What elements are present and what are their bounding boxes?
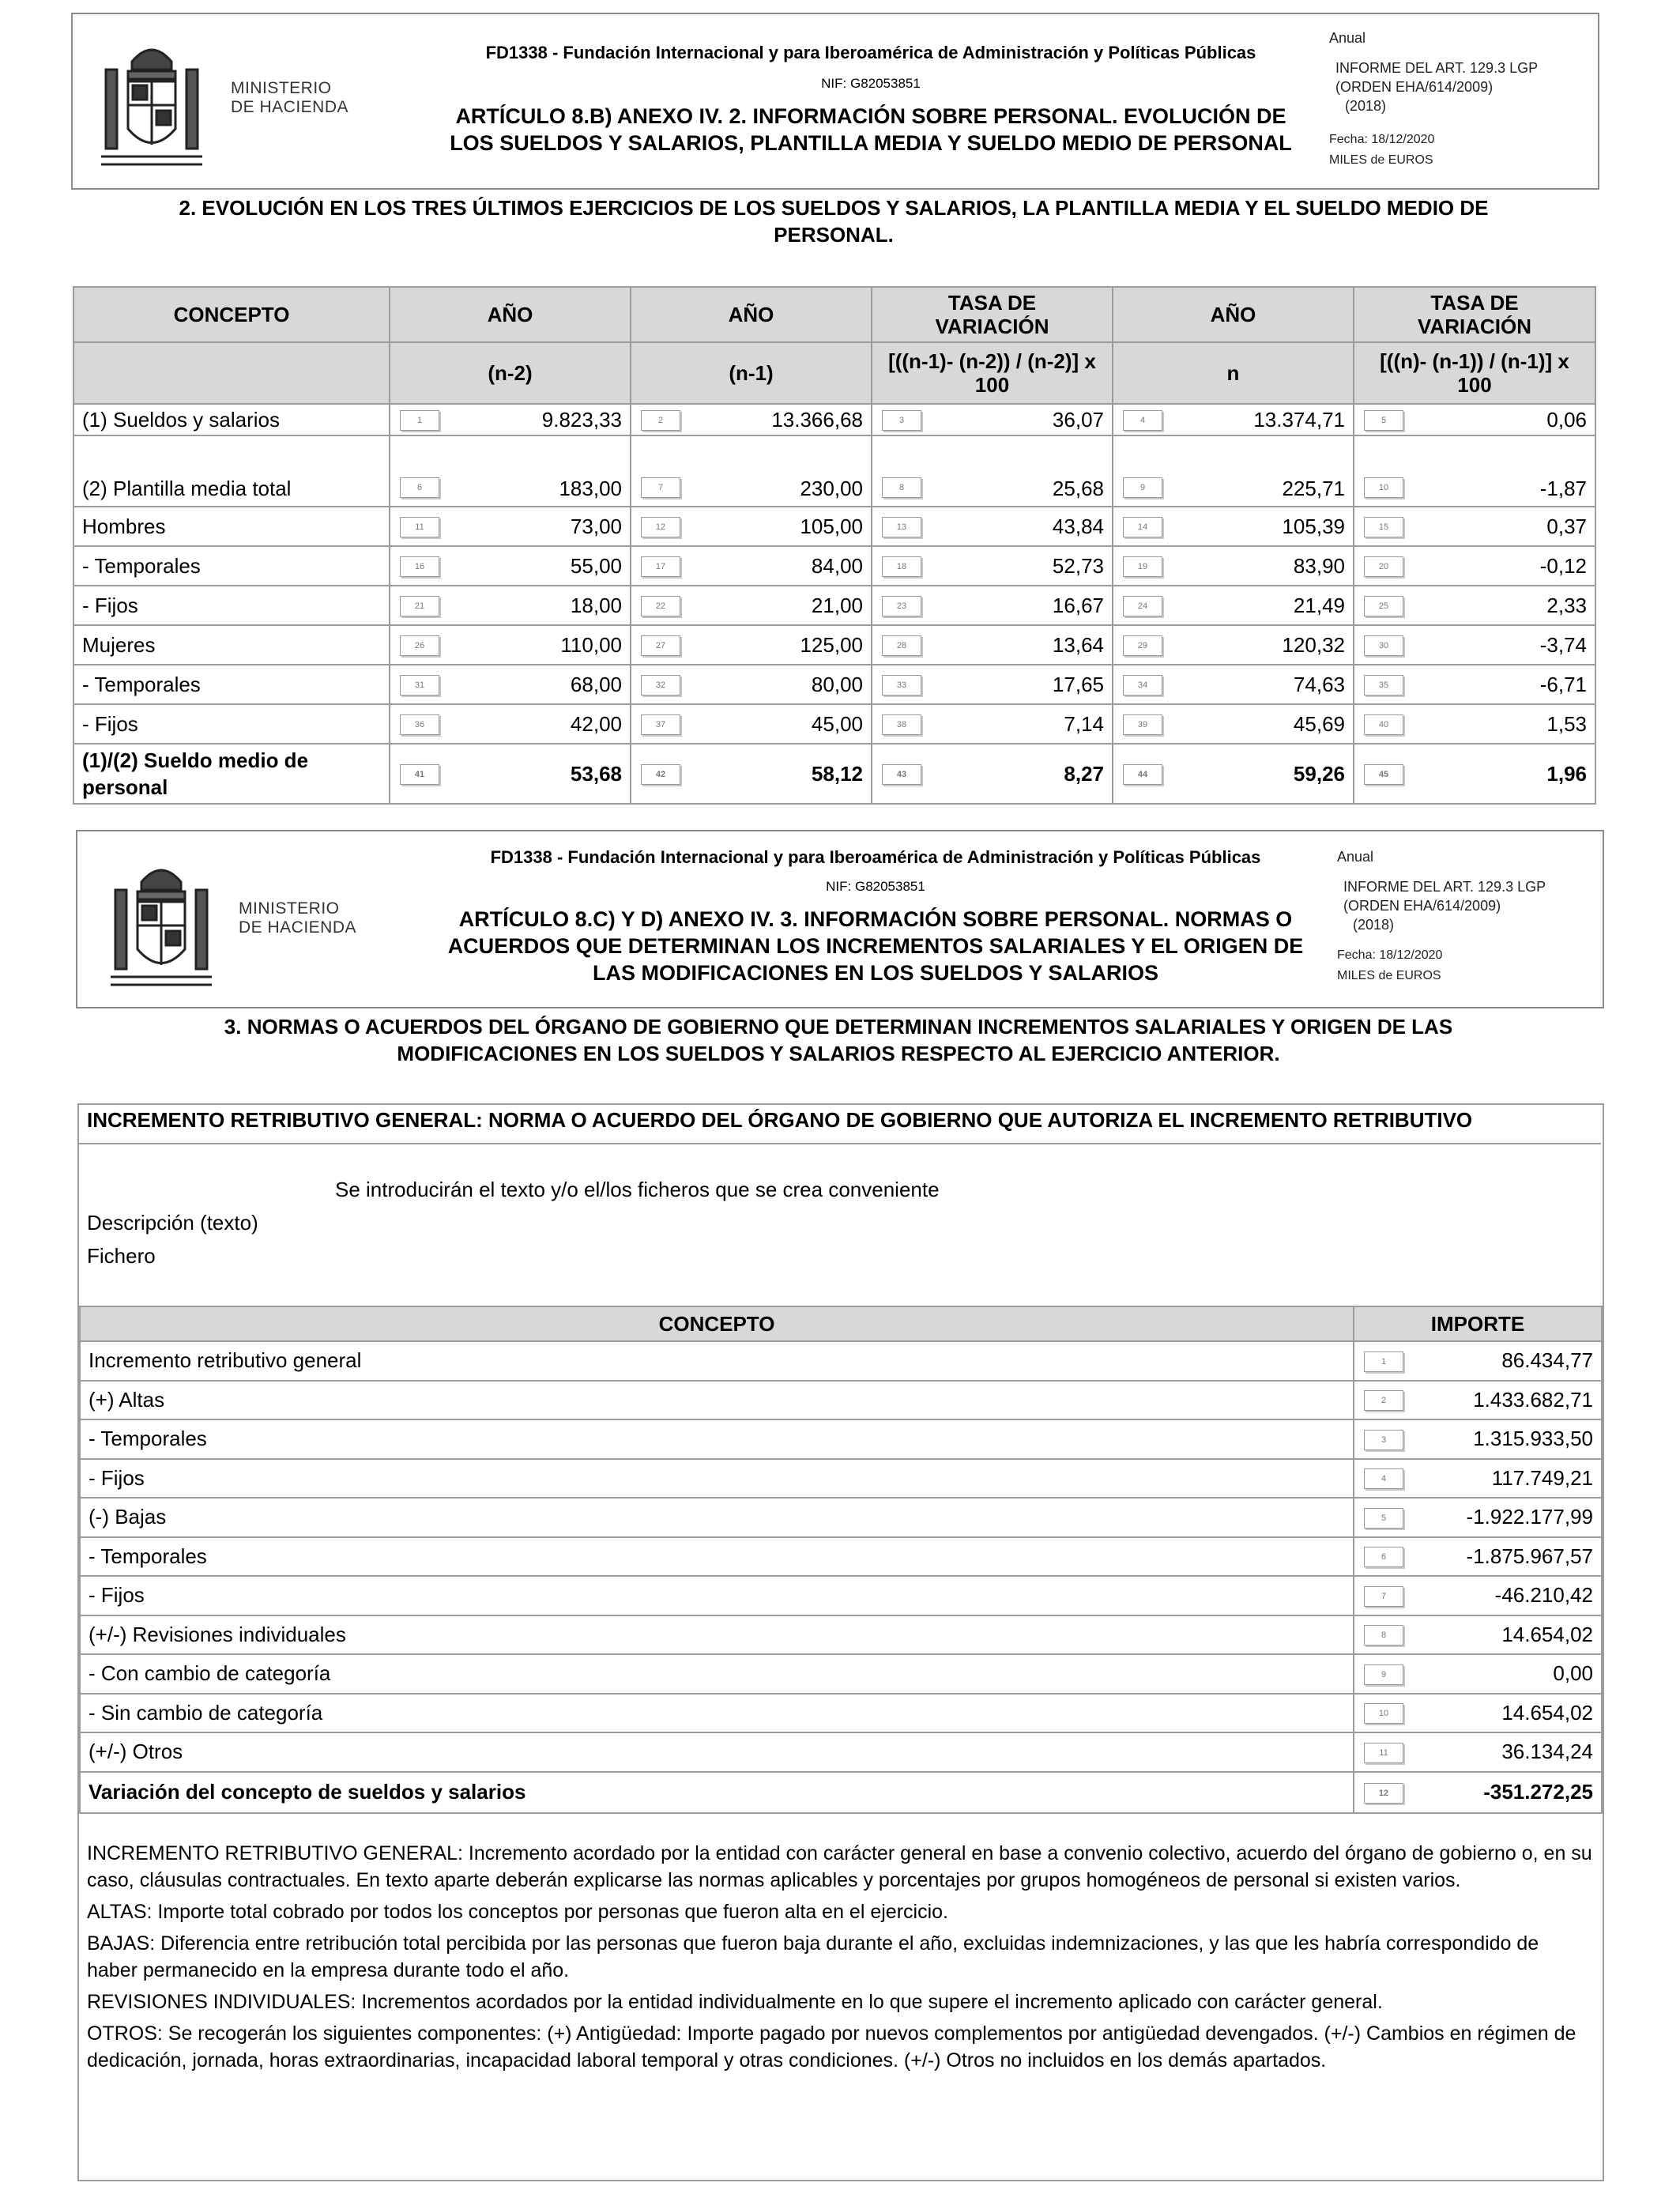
col-tasa1-formula: [((n-1)- (n-2)) / (n-2)] x 100	[872, 342, 1113, 404]
importe-cell[interactable]	[1354, 1498, 1602, 1537]
col-concepto: CONCEPTO	[73, 287, 390, 342]
report-line-1: INFORME DEL ART. 129.3 LGP	[1335, 60, 1539, 76]
importe-cell[interactable]	[1354, 1537, 1602, 1577]
note-paragraph: ALTAS: Importe total cobrado por todos los conceptos por personas que fueron alta en el ejercicio.	[87, 1901, 948, 1923]
row-label: (+) Altas	[80, 1381, 1354, 1420]
value-cell[interactable]	[872, 507, 1113, 546]
value-cell[interactable]	[631, 507, 872, 546]
value-cell[interactable]	[390, 404, 631, 435]
row-label: - Fijos	[73, 586, 390, 625]
table-row	[73, 404, 1595, 435]
cell-index-box: 8	[882, 477, 921, 498]
value-cell[interactable]	[1113, 404, 1354, 435]
cell-index-box: 19	[1123, 556, 1162, 577]
table-row	[80, 1537, 1602, 1577]
cell-index-box: 1	[1364, 1351, 1403, 1372]
cell-value: -3,74	[1539, 632, 1587, 657]
cell-value: 183,00	[559, 477, 622, 500]
cell-index-box: 32	[641, 675, 680, 696]
cell-value: 83,90	[1293, 553, 1345, 578]
cell-index-box: 3	[882, 410, 921, 431]
cell-index-box: 5	[1364, 1508, 1403, 1529]
cell-index-box: 31	[400, 675, 439, 696]
org-name: FD1338 - Fundación Internacional y para Iberoamérica de Administración y Políticas Públicas	[490, 847, 1261, 867]
col-n2: (n-2)	[390, 342, 631, 404]
value-cell[interactable]	[1354, 507, 1595, 546]
note-paragraph: REVISIONES INDIVIDUALES: Incrementos acordados por la entidad individualmente en lo que supere el incremento aplicado con carácter general.	[87, 1991, 1383, 2013]
row-label: - Temporales	[73, 665, 390, 704]
cell-index-box: 22	[641, 596, 680, 616]
cell-index-box: 16	[400, 556, 439, 577]
cell-value: 36,07	[1052, 407, 1104, 432]
table-row	[80, 1694, 1602, 1733]
importe-cell[interactable]	[1354, 1419, 1602, 1459]
cell-value: 68,00	[570, 672, 622, 696]
divider	[77, 1143, 1601, 1144]
value-cell[interactable]	[390, 744, 631, 804]
cell-index-box: 17	[641, 556, 680, 577]
article-line-2: LOS SUELDOS Y SALARIOS, PLANTILLA MEDIA Y SUELDO MEDIO DE PERSONAL	[450, 131, 1292, 155]
fichero-label[interactable]: Fichero	[87, 1244, 156, 1268]
table-row	[73, 586, 1595, 625]
cell-index-box: 10	[1364, 477, 1403, 498]
cell-value: 13.366,68	[771, 407, 863, 432]
value-cell[interactable]	[872, 586, 1113, 625]
period: Anual	[1337, 849, 1374, 865]
cell-index-box: 30	[1364, 635, 1403, 656]
row-label: - Fijos	[73, 704, 390, 744]
cell-index-box: 2	[641, 410, 680, 431]
cell-value: 117.749,21	[1491, 1465, 1593, 1490]
report-line-3: (2018)	[1353, 917, 1395, 933]
cell-value: 21,49	[1293, 593, 1345, 617]
header-1	[71, 13, 1599, 190]
row-label: (2) Plantilla media total	[73, 435, 390, 507]
cell-value: 73,00	[570, 514, 622, 538]
cell-index-box: 14	[1123, 517, 1162, 537]
table-row	[73, 546, 1595, 586]
cell-index-box: 9	[1123, 477, 1162, 498]
article-line-2: ACUERDOS QUE DETERMINAN LOS INCREMENTOS SALARIALES Y EL ORIGEN DE	[447, 934, 1304, 958]
header-2	[76, 830, 1604, 1008]
value-cell[interactable]	[390, 586, 631, 625]
cell-index-box: 4	[1123, 410, 1162, 431]
value-cell[interactable]	[1354, 435, 1595, 507]
table-row	[73, 704, 1595, 744]
row-label: (+/-) Revisiones individuales	[80, 1615, 1354, 1655]
value-cell[interactable]	[631, 704, 872, 744]
cell-value: 45,69	[1293, 711, 1345, 736]
cell-index-box: 37	[641, 714, 680, 735]
section3-title-line-2: MODIFICACIONES EN LOS SUELDOS Y SALARIOS RESPECTO AL EJERCICIO ANTERIOR.	[397, 1042, 1280, 1065]
importe-cell[interactable]	[1354, 1459, 1602, 1498]
cell-index-box: 25	[1364, 596, 1403, 616]
article-line-1: ARTÍCULO 8.B) ANEXO IV. 2. INFORMACIÓN SOBRE PERSONAL. EVOLUCIÓN DE	[455, 104, 1286, 128]
units: MILES de EUROS	[1337, 969, 1441, 982]
cell-value: -1,87	[1539, 477, 1587, 500]
table-row	[73, 625, 1595, 665]
cell-value: 74,63	[1293, 672, 1345, 696]
cell-value: 21,00	[811, 593, 863, 617]
row-label: Hombres	[73, 507, 390, 546]
cell-value: -46.210,42	[1494, 1583, 1593, 1608]
report-date: Fecha: 18/12/2020	[1329, 133, 1435, 146]
report-line-3: (2018)	[1345, 98, 1387, 114]
total-row	[80, 1772, 1602, 1813]
row-label: - Temporales	[80, 1537, 1354, 1577]
cell-index-box: 34	[1123, 675, 1162, 696]
row-label: (-) Bajas	[80, 1498, 1354, 1537]
value-cell[interactable]	[872, 546, 1113, 586]
coat-of-arms-icon	[96, 38, 207, 172]
value-cell[interactable]	[390, 435, 631, 507]
cell-index-box: 1	[400, 410, 439, 431]
placeholder-text: Se introducirán el texto y/o el/los ficheros que se crea conveniente	[335, 1178, 940, 1201]
cell-value: 9.823,33	[541, 407, 622, 432]
value-cell[interactable]	[1113, 546, 1354, 586]
cell-index-box: 15	[1364, 517, 1403, 537]
cell-index-box: 36	[400, 714, 439, 735]
cell-index-box: 7	[641, 477, 680, 498]
cell-value: 14.654,02	[1501, 1700, 1593, 1725]
cell-index-box: 18	[882, 556, 921, 577]
cell-index-box: 28	[882, 635, 921, 656]
cell-index-box: 9	[1364, 1664, 1403, 1685]
value-cell[interactable]	[1113, 704, 1354, 744]
value-cell[interactable]	[872, 704, 1113, 744]
cell-index-box: 12	[641, 517, 680, 537]
cell-index-box: 21	[400, 596, 439, 616]
cell-value: -1.922.177,99	[1466, 1505, 1593, 1529]
incremento-table	[79, 1306, 1603, 1814]
cell-index-box: 5	[1364, 410, 1403, 431]
nif: NIF: G82053851	[821, 76, 921, 91]
cell-index-box: 23	[882, 596, 921, 616]
cell-value: 42,00	[570, 711, 622, 736]
importe-cell[interactable]	[1354, 1341, 1602, 1381]
value-cell[interactable]	[1354, 586, 1595, 625]
org-name: FD1338 - Fundación Internacional y para Iberoamérica de Administración y Políticas Públicas	[485, 43, 1256, 62]
value-cell[interactable]	[390, 665, 631, 704]
cell-value: 86.434,77	[1501, 1348, 1593, 1373]
table-row	[80, 1576, 1602, 1615]
table-row	[73, 435, 1595, 507]
value-cell[interactable]	[1354, 546, 1595, 586]
cell-value: 1.433.682,71	[1473, 1387, 1593, 1412]
cell-value: 13,64	[1052, 632, 1104, 657]
importe-cell[interactable]	[1354, 1694, 1602, 1733]
value-cell[interactable]	[1113, 435, 1354, 507]
importe-cell[interactable]	[1354, 1654, 1602, 1694]
cell-value: 1.315.933,50	[1473, 1427, 1593, 1451]
cell-index-box: 13	[882, 517, 921, 537]
cell-value: 125,00	[800, 632, 863, 657]
cell-index-box: 27	[641, 635, 680, 656]
cell-value: 13.374,71	[1253, 407, 1345, 432]
cell-index-box: 12	[1364, 1783, 1403, 1804]
value-cell[interactable]	[390, 704, 631, 744]
cell-index-box: 11	[400, 517, 439, 537]
value-cell[interactable]	[1354, 625, 1595, 665]
section2-title-line-1: 2. EVOLUCIÓN EN LOS TRES ÚLTIMOS EJERCICIOS DE LOS SUELDOS Y SALARIOS, LA PLANTILLA MEDIA Y EL SUELDO MEDIO DE	[179, 196, 1489, 220]
row-label: Incremento retributivo general	[80, 1341, 1354, 1381]
cell-value: 84,00	[811, 553, 863, 578]
row-label: (+/-) Otros	[80, 1732, 1354, 1772]
cell-value: -0,12	[1539, 553, 1587, 578]
value-cell[interactable]	[631, 404, 872, 435]
importe-cell[interactable]	[1354, 1772, 1602, 1813]
col-concepto: CONCEPTO	[80, 1306, 1354, 1341]
value-cell[interactable]	[390, 546, 631, 586]
cell-index-box: 6	[1364, 1547, 1403, 1567]
table-row	[80, 1341, 1602, 1381]
table-row	[80, 1498, 1602, 1537]
cell-value: -6,71	[1539, 672, 1587, 696]
note-paragraph: OTROS: Se recogerán los siguientes componentes: (+) Antigüedad: Importe pagado por nuevos complementos por antigüedad devengados. (+/-) Cambios en régimen de dedicación, jornada, horas extraordinarias, incapacidad laboral temporal y otras condiciones. (+/-) Otros no incluidos en los demás apartados.	[87, 2022, 1576, 2071]
cell-value: 1,53	[1546, 711, 1587, 736]
cell-index-box: 4	[1364, 1468, 1403, 1489]
table-row	[80, 1654, 1602, 1694]
value-cell[interactable]	[390, 625, 631, 665]
value-cell[interactable]	[872, 435, 1113, 507]
importe-cell[interactable]	[1354, 1732, 1602, 1772]
units: MILES de EUROS	[1329, 153, 1433, 167]
cell-index-box: 6	[400, 477, 439, 498]
value-cell[interactable]	[390, 507, 631, 546]
cell-value: 110,00	[560, 632, 622, 657]
value-cell[interactable]	[631, 546, 872, 586]
cell-value: 14.654,02	[1501, 1622, 1593, 1646]
cell-value: 105,00	[800, 514, 863, 538]
value-cell[interactable]	[1113, 665, 1354, 704]
report-line-2: (ORDEN EHA/614/2009)	[1335, 79, 1494, 95]
cell-index-box: 11	[1364, 1743, 1403, 1763]
cell-value: -1.875.967,57	[1466, 1544, 1593, 1568]
col-anio-n1: AÑO	[631, 287, 872, 342]
cell-value: 45,00	[811, 711, 863, 736]
value-cell[interactable]	[872, 744, 1113, 804]
ministry-line-2: DE HACIENDA	[239, 918, 357, 937]
cell-value: 1,96	[1546, 761, 1587, 786]
col-tasa2-formula: [((n)- (n-1)) / (n-1)] x 100	[1354, 342, 1595, 404]
article-line-1: ARTÍCULO 8.C) Y D) ANEXO IV. 3. INFORMACIÓN SOBRE PERSONAL. NORMAS O	[458, 907, 1293, 931]
ministry-line-2: DE HACIENDA	[231, 98, 349, 116]
cell-value: 52,73	[1052, 553, 1104, 578]
cell-value: 0,00	[1553, 1661, 1593, 1686]
cell-value: 53,68	[570, 761, 622, 786]
row-label: - Sin cambio de categoría	[80, 1694, 1354, 1733]
value-cell[interactable]	[872, 625, 1113, 665]
cell-value: 105,39	[1282, 514, 1345, 538]
cell-value: 17,65	[1052, 672, 1104, 696]
table-row	[73, 744, 1595, 804]
value-cell[interactable]	[1354, 704, 1595, 744]
cell-value: 225,71	[1282, 477, 1345, 500]
row-label: - Con cambio de categoría	[80, 1654, 1354, 1694]
cell-value: 18,00	[570, 593, 622, 617]
table-row	[73, 507, 1595, 546]
cell-index-box: 39	[1123, 714, 1162, 735]
row-label: Mujeres	[73, 625, 390, 665]
article-line-3: LAS MODIFICACIONES EN LOS SUELDOS Y SALARIOS	[592, 961, 1159, 985]
cell-value: -351.272,25	[1483, 1780, 1593, 1804]
cell-value: 58,12	[811, 761, 863, 786]
value-cell[interactable]	[1354, 665, 1595, 704]
cell-index-box: 38	[882, 714, 921, 735]
cell-index-box: 33	[882, 675, 921, 696]
ministry-line-1: MINISTERIO	[239, 899, 340, 918]
period: Anual	[1329, 30, 1366, 46]
value-cell[interactable]	[631, 586, 872, 625]
cell-value: 43,84	[1052, 514, 1104, 538]
row-label: (1) Sueldos y salarios	[73, 404, 390, 435]
cell-index-box: 45	[1364, 764, 1403, 785]
incremento-header: INCREMENTO RETRIBUTIVO GENERAL: NORMA O ACUERDO DEL ÓRGANO DE GOBIERNO QUE AUTORIZA EL INCREMENTO RETRIBUTIVO	[87, 1108, 1473, 1132]
cell-index-box: 24	[1123, 596, 1162, 616]
cell-index-box: 41	[400, 764, 439, 785]
value-cell[interactable]	[631, 744, 872, 804]
value-cell[interactable]	[1113, 507, 1354, 546]
cell-value: 0,06	[1546, 407, 1587, 432]
cell-value: 0,37	[1546, 514, 1587, 538]
value-cell[interactable]	[631, 665, 872, 704]
cell-index-box: 10	[1364, 1703, 1403, 1724]
cell-value: 80,00	[811, 672, 863, 696]
report-date: Fecha: 18/12/2020	[1337, 948, 1443, 962]
value-cell[interactable]	[631, 435, 872, 507]
cell-index-box: 29	[1123, 635, 1162, 656]
col-n: n	[1113, 342, 1354, 404]
col-anio-n2: AÑO	[390, 287, 631, 342]
row-label: Variación del concepto de sueldos y salarios	[80, 1772, 1354, 1813]
table-row	[80, 1419, 1602, 1459]
row-label: - Fijos	[80, 1576, 1354, 1615]
col-tasa-1: TASA DE VARIACIÓN	[872, 287, 1113, 342]
cell-value: 55,00	[570, 553, 622, 578]
cell-value: 36.134,24	[1501, 1740, 1593, 1764]
row-label: (1)/(2) Sueldo medio de personal	[73, 744, 390, 804]
cell-index-box: 2	[1364, 1390, 1403, 1411]
table-row	[80, 1459, 1602, 1498]
report-line-1: INFORME DEL ART. 129.3 LGP	[1343, 879, 1546, 895]
row-label: - Fijos	[80, 1459, 1354, 1498]
value-cell[interactable]	[1113, 744, 1354, 804]
cell-value: 2,33	[1546, 593, 1587, 617]
cell-value: 8,27	[1064, 761, 1104, 786]
value-cell[interactable]	[872, 665, 1113, 704]
importe-cell[interactable]	[1354, 1576, 1602, 1615]
value-cell[interactable]	[1354, 744, 1595, 804]
col-tasa-2: TASA DE VARIACIÓN	[1354, 287, 1595, 342]
value-cell[interactable]	[1113, 586, 1354, 625]
nif: NIF: G82053851	[826, 879, 925, 894]
table-row	[80, 1732, 1602, 1772]
coat-of-arms-icon	[106, 858, 217, 993]
row-label: - Temporales	[80, 1419, 1354, 1459]
cell-index-box: 20	[1364, 556, 1403, 577]
report-line-2: (ORDEN EHA/614/2009)	[1343, 898, 1501, 914]
cell-value: 120,32	[1282, 632, 1345, 657]
col-importe: IMPORTE	[1354, 1306, 1602, 1341]
importe-cell[interactable]	[1354, 1381, 1602, 1420]
cell-index-box: 42	[641, 764, 680, 785]
cell-value: 25,68	[1052, 477, 1104, 500]
evolution-table	[73, 286, 1596, 805]
cell-index-box: 35	[1364, 675, 1403, 696]
section3-title-line-1: 3. NORMAS O ACUERDOS DEL ÓRGANO DE GOBIERNO QUE DETERMINAN INCREMENTOS SALARIALES Y ORIGEN DE LAS	[224, 1015, 1453, 1039]
importe-cell[interactable]	[1354, 1615, 1602, 1655]
cell-value: 7,14	[1064, 711, 1104, 736]
cell-index-box: 8	[1364, 1625, 1403, 1646]
cell-index-box: 43	[882, 764, 921, 785]
value-cell[interactable]	[631, 625, 872, 665]
ministry-line-1: MINISTERIO	[231, 79, 332, 97]
cell-index-box: 7	[1364, 1586, 1403, 1607]
cell-value: 59,26	[1293, 761, 1345, 786]
col-anio-n: AÑO	[1113, 287, 1354, 342]
value-cell[interactable]	[1113, 625, 1354, 665]
table-row	[80, 1615, 1602, 1655]
value-cell[interactable]	[1354, 404, 1595, 435]
note-paragraph: BAJAS: Diferencia entre retribución total percibida por las personas que fueron baja durante el año, excluidas indemnizaciones, y las que les habría correspondido de haber permanecido en la empresa durante todo el año.	[87, 1932, 1539, 1981]
col-n1: (n-1)	[631, 342, 872, 404]
table-row	[80, 1381, 1602, 1420]
notes	[87, 1840, 1592, 2079]
cell-value: 16,67	[1052, 593, 1104, 617]
row-label: - Temporales	[73, 546, 390, 586]
section2-title-line-2: PERSONAL.	[774, 223, 894, 247]
cell-index-box: 26	[400, 635, 439, 656]
table-row	[73, 665, 1595, 704]
note-paragraph: INCREMENTO RETRIBUTIVO GENERAL: Incremento acordado por la entidad con carácter general en base a convenio colectivo, acuerdo del órgano de gobierno o, en su caso, cláusulas contractuales. En texto aparte deberán explicarse las normas aplicables y porcentajes por grupos homogéneos de personal si existen varios.	[87, 1842, 1592, 1891]
value-cell[interactable]	[872, 404, 1113, 435]
cell-value: 230,00	[800, 477, 863, 500]
descripcion-label[interactable]: Descripción (texto)	[87, 1211, 258, 1235]
cell-index-box: 3	[1364, 1430, 1403, 1450]
cell-index-box: 44	[1123, 764, 1162, 785]
cell-index-box: 40	[1364, 714, 1403, 735]
